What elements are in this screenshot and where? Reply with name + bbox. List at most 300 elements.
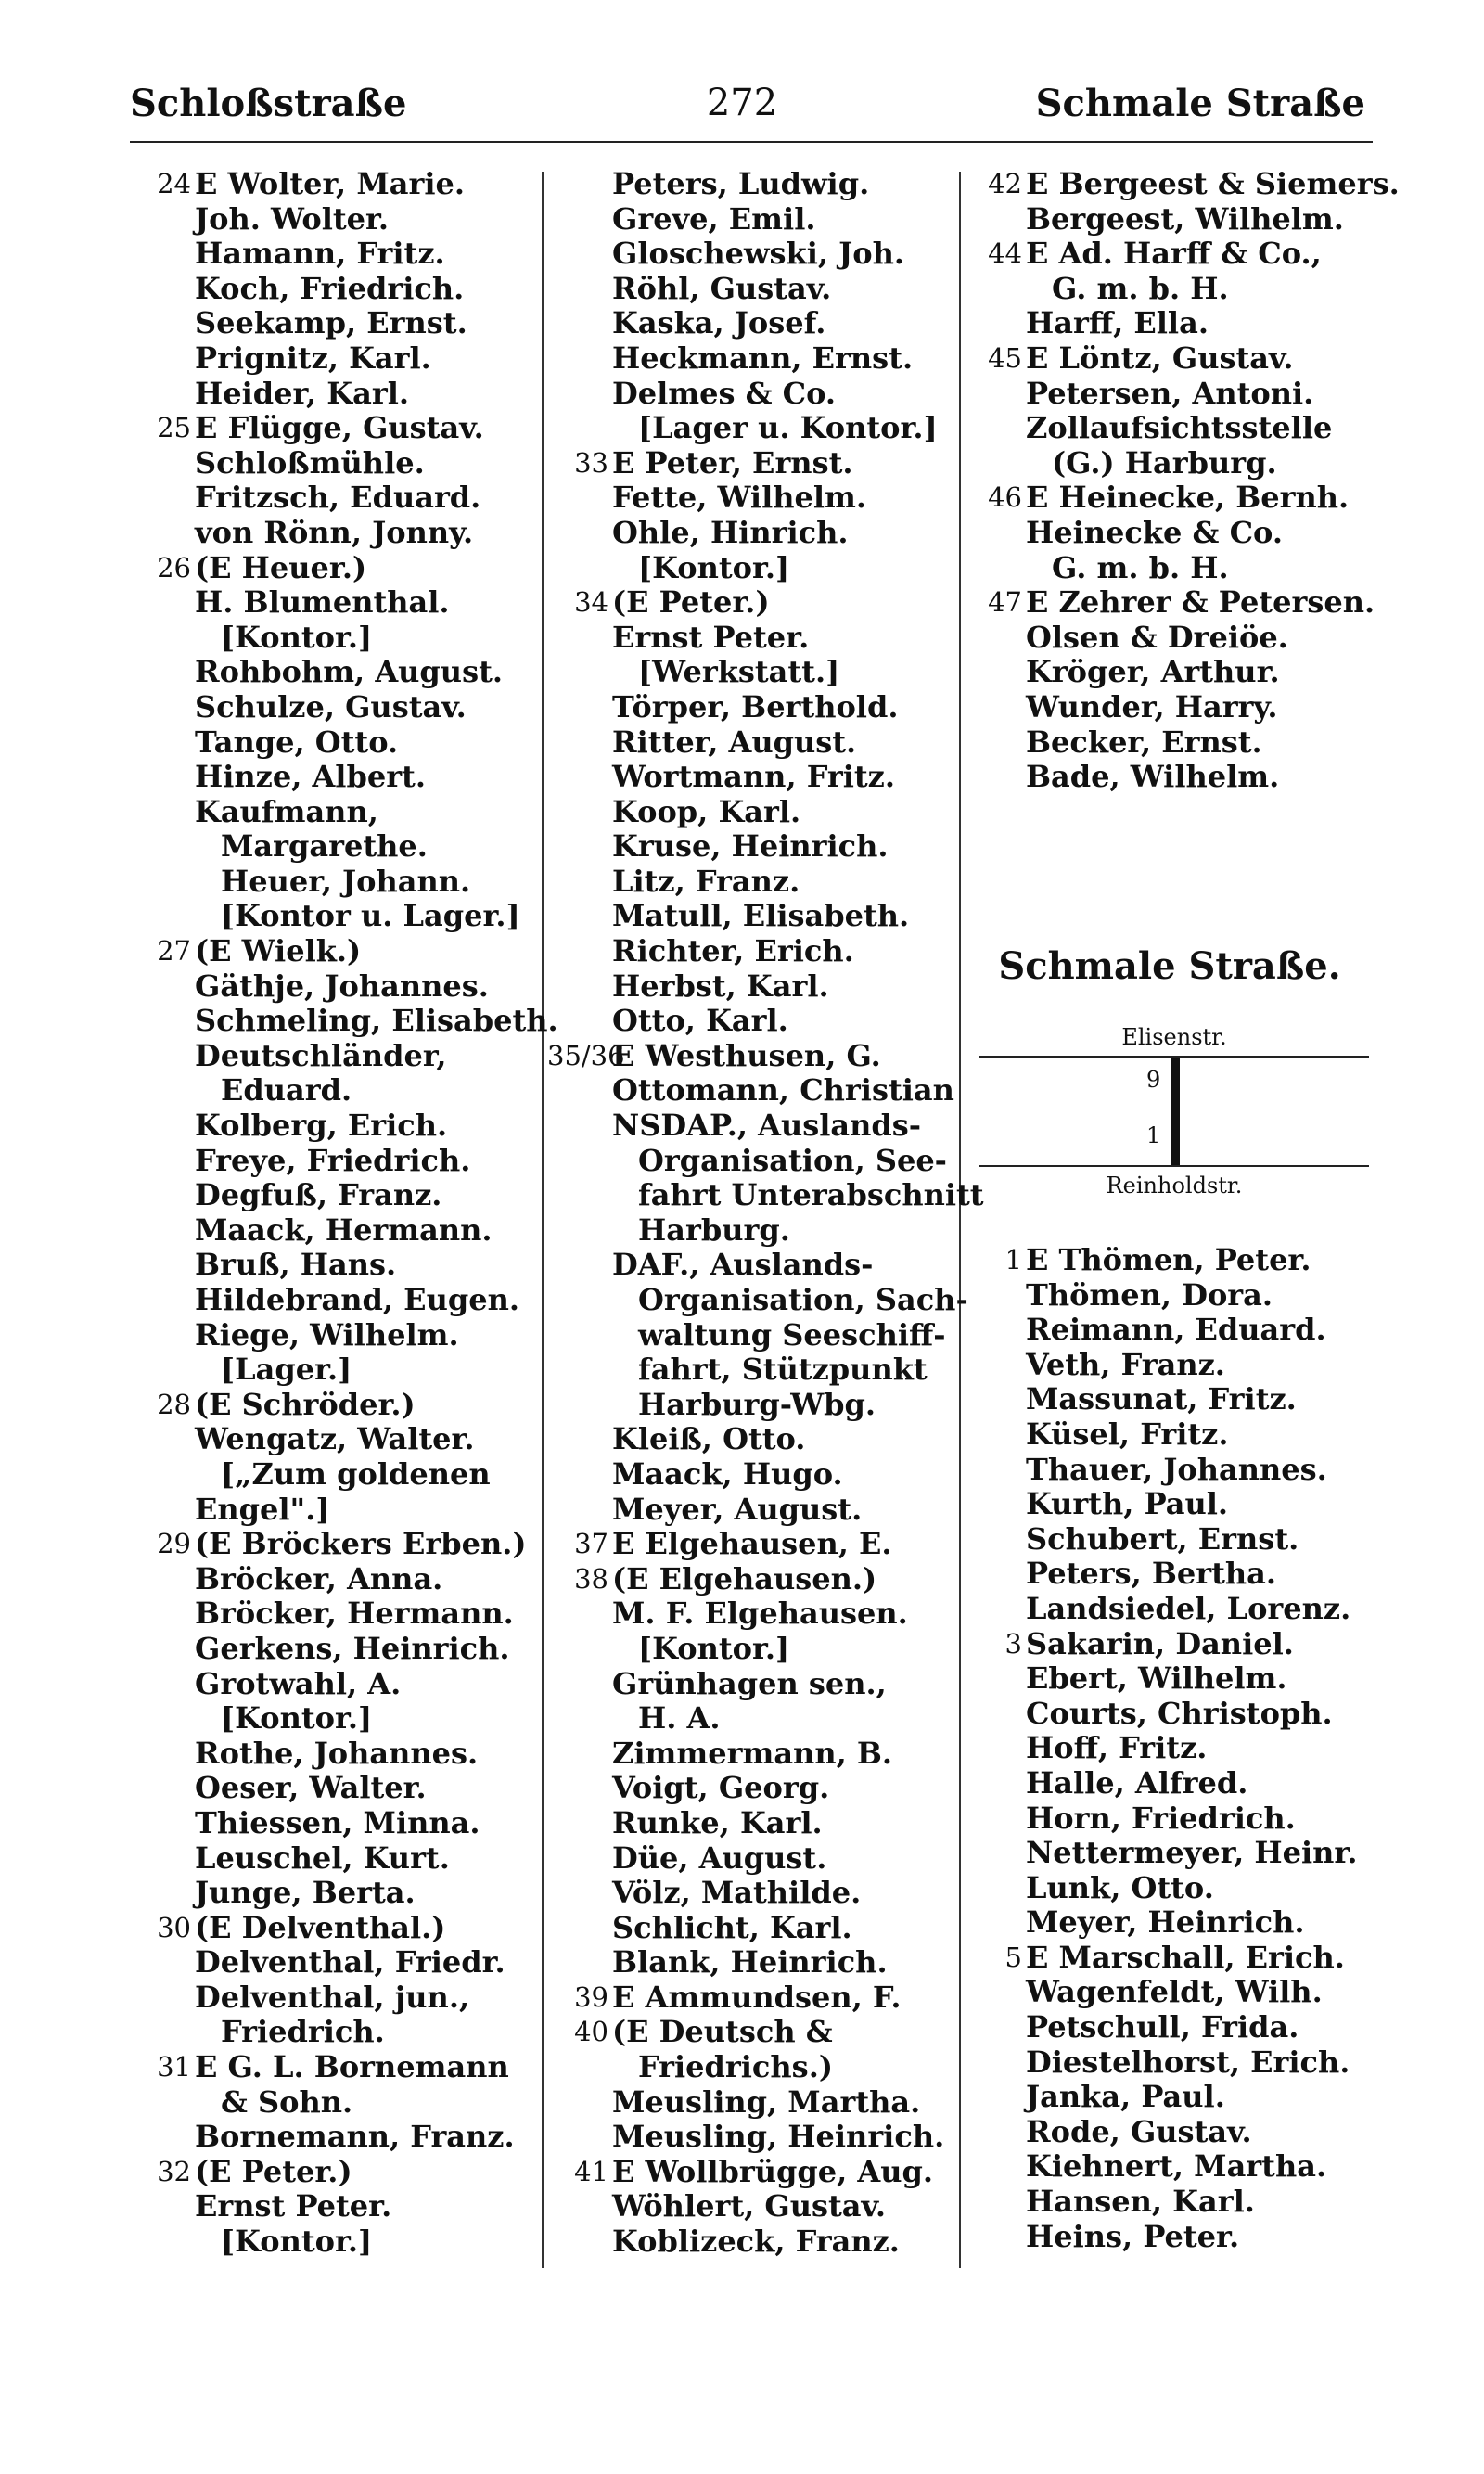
directory-entry [547,621,961,656]
resident-name: Grotwahl, A. [195,1665,402,1701]
resident-name: Wöhlert, Gustav. [612,2188,887,2224]
resident-name: Schlicht, Karl. [612,1909,852,1945]
resident-name: E Peter, Ernst. [612,444,853,481]
directory-entry [130,899,545,934]
resident-name: G. m. b. H. [1052,549,1229,585]
directory-entry [130,272,545,307]
directory-entry [130,1388,545,1423]
directory-entry [961,585,1378,621]
resident-name: Friedrich. [221,2014,385,2050]
directory-entry [547,1911,961,1946]
directory-entry [961,1417,1378,1453]
resident-name: Ottomann, Christian [612,1072,954,1109]
resident-name: (E Delventhal.) [195,1909,446,1945]
directory-entry [547,795,961,830]
directory-entry [130,1980,545,2016]
resident-name: Ernst Peter. [612,619,810,655]
directory-entry [130,621,545,656]
directory-entry [547,1318,961,1353]
house-number: 1 [1004,1244,1022,1275]
resident-name: [Werkstatt.] [638,654,840,690]
resident-name: Bröcker, Anna. [195,1560,443,1596]
resident-name: Landsiedel, Lorenz. [1026,1590,1351,1626]
resident-name: Koch, Friedrich. [195,270,465,306]
resident-name: Harburg. [638,1211,790,1248]
resident-name: Bruß, Hans. [195,1247,397,1283]
directory-entry [130,2189,545,2224]
resident-name: Harff, Ella. [1026,305,1209,341]
directory-entry [961,690,1378,725]
resident-name: Thiessen, Minna. [195,1804,480,1840]
street-map-diagram [979,1019,1369,1204]
directory-entry [547,1213,961,1249]
directory-entry [130,1493,545,1528]
directory-entry [130,1352,545,1388]
directory-entry [961,2220,1378,2255]
directory-entry [130,1144,545,1179]
directory-entry [130,1039,545,1074]
directory-entry [130,969,545,1005]
directory-entry [130,1876,545,1911]
directory-entry [130,2120,545,2155]
directory-entry [547,1144,961,1179]
directory-entry [130,1178,545,1213]
resident-name: Prignitz, Karl. [195,340,431,376]
house-number: 40 [574,2016,608,2048]
directory-entry [130,2015,545,2050]
resident-name: (E Schröder.) [195,1386,416,1422]
directory-entry [547,306,961,341]
resident-name: Seekamp, Ernst. [195,305,467,341]
house-number: 35/36 [547,1039,625,1071]
directory-entry [961,1766,1378,1801]
directory-entry [547,690,961,725]
resident-name: Kurth, Paul. [1026,1486,1229,1522]
directory-entry [130,411,545,446]
resident-name: Fritzsch, Eduard. [195,480,481,516]
directory-entry [961,1975,1378,2010]
directory-entry [961,516,1378,551]
map-house-number: 9 [1146,1067,1161,1093]
directory-entry [961,655,1378,690]
directory-entry [961,1557,1378,1592]
address-column-1 [130,166,558,2260]
directory-entry [130,1422,545,1457]
resident-name: Friedrichs.) [638,2049,833,2085]
resident-name: Hoff, Fritz. [1026,1730,1208,1766]
resident-name: E Flügge, Gustav. [195,410,484,446]
resident-name: Herbst, Karl. [612,968,829,1004]
directory-entry [547,1806,961,1841]
directory-entry [130,167,545,202]
directory-entry [130,1841,545,1877]
directory-entry [547,1841,961,1877]
directory-entry [547,1562,961,1597]
directory-entry [547,202,961,237]
map-road [1171,1058,1180,1165]
resident-name: Ernst Peter. [195,2188,392,2224]
directory-entry [130,1667,545,1702]
resident-name: Petersen, Antoni. [1026,375,1314,411]
house-number: 26 [157,551,191,583]
directory-entry [961,1941,1378,1976]
directory-entry [130,865,545,900]
section-title: Schmale Straße. [998,944,1341,988]
resident-name: Ohle, Hinrich. [612,514,849,550]
resident-name: Courts, Christoph. [1026,1695,1333,1731]
resident-name: Röhl, Gustav. [612,270,832,306]
resident-name: Nettermeyer, Heinr. [1026,1835,1358,1871]
directory-entry [547,2015,961,2050]
directory-entry [130,795,545,830]
directory-entry [547,1073,961,1109]
resident-name: Riege, Wilhelm. [195,1316,459,1352]
directory-entry [547,1945,961,1980]
resident-name: [„Zum goldenen [221,1455,491,1492]
resident-name: Ritter, August. [612,724,857,760]
directory-entry [547,1771,961,1806]
resident-name: E Marschall, Erich. [1026,1939,1345,1975]
resident-name: Petschull, Frida. [1026,2009,1299,2045]
directory-entry [130,1911,545,1946]
resident-name: Schulze, Gustav. [195,688,467,724]
house-number: 28 [157,1388,191,1420]
directory-entry [961,2185,1378,2220]
directory-entry [130,481,545,516]
resident-name: Schubert, Ernst. [1026,1520,1299,1557]
resident-name: E Löntz, Gustav. [1026,340,1294,376]
directory-entry [130,2224,545,2260]
resident-name: Heider, Karl. [195,375,409,411]
resident-name: Maack, Hugo. [612,1455,843,1492]
directory-entry [130,585,545,621]
resident-name: Gerkens, Heinrich. [195,1630,510,1666]
directory-entry [130,1632,545,1667]
directory-entry [961,237,1378,272]
resident-name: Fette, Wilhelm. [612,480,866,516]
resident-name: Heins, Peter. [1026,2218,1240,2254]
directory-entry [547,585,961,621]
directory-entry [961,1243,1378,1278]
directory-entry [547,1004,961,1039]
resident-name: E G. L. Bornemann [195,2049,509,2085]
resident-name: Rothe, Johannes. [195,1735,479,1771]
directory-entry [547,2189,961,2224]
directory-entry [547,411,961,446]
resident-name: Hinze, Albert. [195,759,426,795]
directory-entry [547,1632,961,1667]
directory-entry [547,516,961,551]
resident-name: [Kontor.] [638,549,790,585]
resident-name: Heuer, Johann. [221,863,471,899]
resident-name: Hamann, Fritz. [195,236,445,272]
resident-name: (E Heuer.) [195,549,367,585]
directory-entry [547,551,961,586]
directory-entry [547,1352,961,1388]
directory-entry [547,969,961,1005]
resident-name: Meusling, Martha. [612,2083,921,2120]
resident-name: Kröger, Arthur. [1026,654,1280,690]
directory-entry [961,760,1378,795]
resident-name: Grünhagen sen., [612,1665,887,1701]
resident-name: Wortmann, Fritz. [612,759,895,795]
resident-name: Heinecke & Co. [1026,514,1283,550]
directory-entry [547,2155,961,2190]
resident-name: H. A. [638,1700,721,1737]
directory-entry [130,1213,545,1249]
house-number: 24 [157,168,191,199]
resident-name: Lunk, Otto. [1026,1869,1214,1905]
resident-name: fahrt Unterabschnitt [638,1177,984,1213]
directory-entry [547,167,961,202]
resident-name: Oeser, Walter. [195,1770,427,1806]
directory-entry [547,1109,961,1144]
directory-entry [547,1282,968,1318]
house-number: 38 [574,1562,608,1595]
directory-entry [130,1771,545,1806]
page-header [0,82,1484,137]
resident-name: (E Wielk.) [195,933,362,969]
resident-name: Völz, Mathilde. [612,1875,862,1911]
resident-name: Voigt, Georg. [612,1770,830,1806]
resident-name: Organisation, Sach- [638,1282,968,1317]
directory-entry [547,1701,961,1737]
resident-name: Margarethe. [221,828,428,865]
resident-name: (E Peter.) [195,2153,352,2189]
house-number: 39 [574,1980,608,2013]
resident-name: Wengatz, Walter. [195,1421,475,1457]
directory-entry [547,1737,961,1772]
directory-entry [547,655,961,690]
directory-entry [547,829,961,865]
directory-entry [547,446,961,481]
directory-entry [130,2155,545,2190]
directory-entry [547,1457,961,1493]
directory-entry [547,1527,961,1562]
directory-entry [547,934,961,969]
resident-name: Bornemann, Franz. [195,2119,515,2155]
directory-entry [961,2149,1378,2185]
resident-name: Bröcker, Hermann. [195,1596,514,1632]
directory-entry [961,1801,1378,1837]
resident-name: Törper, Berthold. [612,688,899,724]
resident-name: Bade, Wilhelm. [1026,759,1280,795]
resident-name: Organisation, See- [638,1142,947,1178]
resident-name: (E Elgehausen.) [612,1560,877,1596]
directory-entry [961,1453,1378,1488]
resident-name: Matull, Elisabeth. [612,898,910,934]
directory-entry [130,1945,545,1980]
resident-name: Gloschewski, Joh. [612,236,905,272]
resident-name: Koop, Karl. [612,793,801,829]
resident-name: Meyer, August. [612,1491,863,1527]
directory-entry [130,1003,558,1039]
directory-entry [547,725,961,761]
directory-entry [547,865,961,900]
resident-name: DAF., Auslands- [612,1247,874,1283]
directory-entry [130,690,545,725]
resident-name: Zollaufsichtsstelle [1026,410,1333,446]
resident-name: Deutschländer, [195,1037,447,1073]
directory-entry [130,1457,545,1493]
directory-entry [547,1980,961,2016]
house-number: 27 [157,935,191,968]
resident-name: E Elgehausen, E. [612,1526,892,1562]
resident-name: Becker, Ernst. [1026,724,1262,760]
directory-entry [547,272,961,307]
directory-entry [961,411,1378,446]
header-rule [130,141,1373,143]
directory-entry [130,377,545,412]
house-number: 47 [988,586,1022,619]
house-number: 46 [988,481,1022,514]
directory-entry [547,341,961,377]
directory-entry [130,725,545,761]
resident-name: H. Blumenthal. [195,584,450,621]
resident-name: Koblizeck, Franz. [612,2224,900,2260]
resident-name: Tange, Otto. [195,724,399,760]
directory-entry [961,2010,1378,2045]
resident-name: Kolberg, Erich. [195,1108,448,1144]
resident-name: Kiehnert, Martha. [1026,2148,1327,2185]
resident-name: Janka, Paul. [1026,2079,1225,2115]
directory-entry [547,377,961,412]
directory-entry [130,516,545,551]
directory-entry [961,1278,1378,1314]
directory-entry [547,1248,961,1283]
resident-name: Schloßmühle. [195,444,425,481]
resident-name: E Ammundsen, F. [612,1979,902,2015]
directory-entry [961,1522,1378,1557]
directory-entry [547,899,961,934]
house-number: 41 [574,2155,608,2187]
resident-name: von Rönn, Jonny. [195,514,474,550]
directory-entry [130,237,545,272]
resident-name: fahrt, Stützpunkt [638,1352,928,1388]
resident-name: M. F. Elgehausen. [612,1596,908,1632]
directory-entry [961,1661,1378,1697]
directory-entry [961,1836,1378,1871]
directory-entry [547,1388,961,1423]
directory-entry [961,1697,1378,1732]
directory-entry [961,202,1378,237]
directory-entry [961,551,1378,586]
directory-entry [130,341,545,377]
directory-entry [961,1627,1378,1662]
resident-name: E Heinecke, Bernh. [1026,480,1350,516]
directory-entry [130,202,545,237]
resident-name: Runke, Karl. [612,1804,823,1840]
resident-name: & Sohn. [221,2083,353,2120]
directory-entry [547,1493,961,1528]
resident-name: Rohbohm, August. [195,654,503,690]
resident-name: [Kontor u. Lager.] [221,898,520,934]
resident-name: E Bergeest & Siemers. [1026,166,1400,201]
resident-name: Ebert, Wilhelm. [1026,1660,1287,1697]
directory-entry [130,306,545,341]
running-head-left: Schloßstraße [130,82,407,125]
resident-name: Thömen, Dora. [1026,1276,1273,1313]
directory-entry [547,1876,961,1911]
directory-entry [547,2224,961,2260]
resident-name: Gäthje, Johannes. [195,968,489,1004]
resident-name: E Thömen, Peter. [1026,1242,1311,1277]
directory-entry [130,1527,545,1562]
resident-name: Zimmermann, B. [612,1735,893,1771]
resident-name: [Kontor.] [638,1630,790,1666]
directory-entry [961,621,1378,656]
resident-name: Harburg-Wbg. [638,1386,876,1422]
resident-name: Eduard. [221,1072,352,1109]
resident-name: (E Bröckers Erben.) [195,1526,527,1562]
directory-entry [547,481,961,516]
resident-name: Blank, Heinrich. [612,1944,888,1980]
resident-name: Heckmann, Ernst. [612,340,914,376]
directory-entry [547,760,961,795]
map-top-street: Elisenstr. [1121,1024,1227,1050]
resident-name: Hansen, Karl. [1026,2184,1255,2220]
resident-name: Sakarin, Daniel. [1026,1625,1294,1661]
resident-name: Peters, Ludwig. [612,166,870,201]
directory-entry [130,1562,545,1597]
resident-name: Bergeest, Wilhelm. [1026,200,1344,237]
directory-entry [547,2120,961,2155]
resident-name: E Wollbrügge, Aug. [612,2153,934,2189]
resident-name: Kaufmann, [195,793,378,829]
resident-name: Rode, Gustav. [1026,2113,1252,2149]
directory-entry [961,341,1378,377]
directory-entry [961,166,1400,202]
house-number: 29 [157,1528,191,1560]
directory-entry [130,446,545,481]
resident-name: Delventhal, Friedr. [195,1944,505,1980]
resident-name: Olsen & Dreiöe. [1026,619,1288,655]
resident-name: G. m. b. H. [1052,270,1229,306]
directory-entry [961,2045,1378,2081]
resident-name: Freye, Friedrich. [195,1142,471,1178]
resident-name: Leuschel, Kurt. [195,1839,450,1876]
directory-entry [130,1806,545,1841]
map-house-number: 1 [1146,1122,1161,1148]
resident-name: Delmes & Co. [612,375,837,411]
resident-name: Kleiß, Otto. [612,1421,806,1457]
directory-entry [130,655,545,690]
house-number: 45 [988,341,1022,374]
house-number: 3 [1004,1627,1022,1660]
house-number: 5 [1004,1941,1022,1973]
resident-name: E Zehrer & Petersen. [1026,584,1375,621]
resident-name: NSDAP., Auslands- [612,1108,922,1144]
directory-entry [547,1596,961,1632]
resident-name: Halle, Alfred. [1026,1764,1248,1801]
resident-name: Düe, August. [612,1839,827,1876]
directory-entry [130,760,545,795]
house-number: 34 [574,586,608,619]
resident-name: E Westhusen, G. [612,1037,881,1073]
directory-entry [961,1382,1378,1417]
resident-name: Massunat, Fritz. [1026,1381,1297,1417]
directory-entry [961,306,1378,341]
resident-name: [Lager.] [221,1352,352,1388]
directory-entry [130,1318,545,1353]
house-number: 25 [157,412,191,444]
directory-entry [130,551,545,586]
resident-name: [Kontor.] [221,1700,373,1737]
directory-entry [130,1248,545,1283]
resident-name: E Wolter, Marie. [195,166,465,201]
resident-name: Hildebrand, Eugen. [195,1282,519,1317]
directory-entry [547,1422,961,1457]
